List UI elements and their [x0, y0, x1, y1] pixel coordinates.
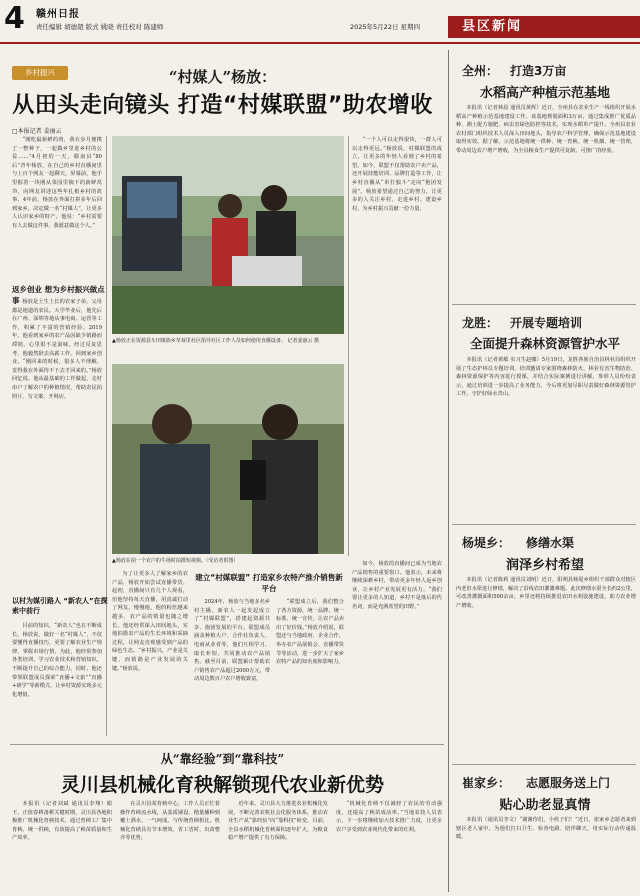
column-rule: [348, 136, 349, 556]
lead-photo-1: [112, 136, 344, 334]
bottom-kicker: 从“靠经验”到“靠科技”: [160, 752, 285, 766]
section-title: 县区新闻: [448, 16, 640, 38]
bottom-col3-text: 近年来，灵川县大力推进农业机械化发展，不断完善农机社会化服务体系，推动农业生产从“靠经验”向“靠科技”转变。目前，全县水稻机械化育秧面积逐年扩大，为粮食稳产增产提供了有力保障。: [228, 801, 328, 842]
bottom-col4-text: “机械化育秧不仅减轻了农民的劳动强度，还提高了秧苗成活率。”当地农技人员表示，下一步将继续加大技术推广力度，让更多农户享受到农业现代化带来的红利。: [336, 801, 442, 833]
side2-label: 龙胜：: [462, 316, 499, 330]
page-number: 4: [4, 1, 25, 36]
side4-title-line2: 贴心助老显真情: [499, 798, 591, 813]
column-rule: [106, 136, 107, 736]
side3-text: 本报讯（记者陈莉 通讯员刘明）近日，阳朔县杨堤乡组织干部群众对辖区内老旧水渠进行修缮，解决了沿线农田灌溉难题。此次修缮水渠全长约2公里，可改善灌溉面积500余亩。乡里还将持续推进农田水利设施建设，助力农业增产增收。: [456, 577, 636, 609]
lead-col7-text: “联盟成立后，我们整合了各方资源，统一品牌、统一标准、统一宣传，让农产品卖出了好价钱。”杨放介绍说，联盟还与当地政府、企业合作，举办农产品展销会、直播带货节等活动，进一步扩大了家乡农特产品的知名度和影响力。: [276, 599, 344, 666]
lead-col3-text: 2024年，杨放与当地多名乡村主播、新农人一起发起成立了“村媒联盟”，搭建起资源共享、抱团发展的平台。联盟成员涵盖种植大户、合作社负责人、电商从业者等，他们互相学习、取长补短，共同推动农产品销售。截至目前，联盟累计帮助农户销售农产品超过2000万元，带动周边数百户农户增收致富。: [194, 599, 270, 683]
lead-subhead-2: 以村为媒引路人 “新农人”在探索中前行: [12, 597, 108, 615]
side3-title-line1: 修缮水渠: [526, 536, 575, 550]
side3-label: 杨堤乡：: [462, 536, 511, 550]
lead-col6-text: 如今，杨放的直播间已成为当地农产品销售的重要窗口。他表示，未来将继续深耕乡村，带动更多年轻人返乡创业，让乡村产业发展更有活力。“我们要让更多的人知道，乡村不是落后的代名词，而是充满希望的田野。”: [352, 561, 442, 610]
side2-title-line2: 全面提升森林资源管护水平: [469, 336, 620, 351]
bottom-col1-text: 本报讯（记者刘斌 通讯员李翔）眼下，正值春耕备耕关键时期，灵川县各地积极推广机械化育秧技术，通过育秧工厂集中育秧、统一供秧，有效提高了秧苗质量和生产效率。: [12, 801, 112, 842]
lead-subhead-3: 建立“村媒联盟” 打造家乡农特产推介销售新平台: [195, 573, 343, 593]
lead-col1-text: “刚吃最新鲜的肉，我在步月便携了一整种子，一起做乡里进乡村的公益……”4月初的一天，赣南县“80后”青年杨放，在自己的乡村直播间里与上百个网友一起聊天。屏幕前，他手里握着一块刚从菜园里摘下的新鲜莴笋，向网友讲述这些年扎根乡村的故事。4年前，杨放在外面打拼多年后回到家乡，决定做一名“村媒人”，让更多人认识家乡的特产。他说：“乡村需要有人去做这件事，我愿意做这个人。”: [12, 137, 102, 229]
lead-kicker: “村媒人”杨放：: [168, 68, 277, 86]
side3-title-line2: 润泽乡村希望: [505, 558, 584, 573]
greenhouse-photo-illustration: [112, 136, 344, 334]
side1-label: 全州：: [462, 64, 499, 78]
lead-subhead-1: 返乡创业 想为乡村振兴做点事: [12, 285, 105, 305]
lead-col5-text: 目前的知识，“新农人”也在不断成长。杨放说，做好一名“村媒人”，不仅要懂得直播技巧，更要了解农业生产规律、掌握市场行情。为此，他经常参加各类培训，学习农业技术和营销知识，不断提升自己的综合能力。同时，他还带领联盟成员探索“直播+文旅”“直播+研学”等新模式，让乡村资源实现多元化增值。: [12, 623, 102, 698]
side4-text: 本报讯（通讯员李文）“谢谢你们，小伙子们！”近日，崔家乡志愿者来到辖区老人家中，为他们打扫卫生、检查电路、陪伴聊天，用实际行动传递温暖。: [456, 817, 636, 841]
farm-photo-illustration: [112, 364, 344, 554]
side1-title-line2: 水稻高产种植示范基地: [479, 86, 610, 101]
side1-text: 本报讯（记者林晨 通讯员黄辉）近日，全州县在农业生产一线组织开展水稻高产种植示范基地建设工作。该基地规划面积3万亩，通过集成推广优质品种、测土配方施肥、病虫害绿色防控等技术，实现水稻单产提升。全州县农业农村部门组织技术人员深入田间地头，指导农户科学管理，确保示范基地建设取得实效。据了解，示范基地将统一供种、统一育秧、统一机插、统一管理，带动周边农户增产增收，为全县粮食生产提供可复制、可推广的经验。: [456, 105, 636, 154]
lead-photo-2: [112, 364, 344, 554]
side2-text: 本报讯（记者黄敏 实习生赵娜）5月19日，龙胜各族自治县林业局组织开展了生态护林员专题培训。培训邀请专家围绕森林防火、林业有害生物防治、森林资源保护等内容进行授课，并结合实际案例进行讲解。参训人员纷纷表示，通过培训进一步提高了业务能力，今后将更加尽职尽责做好森林资源管护工作，守护好绿水青山。: [456, 357, 636, 398]
side1-title-line1: 打造3万亩: [510, 64, 567, 78]
side2-title-line1: 开展专题培训: [510, 316, 583, 330]
column-badge: 乡村振兴: [12, 66, 68, 80]
side-divider: [452, 524, 636, 525]
lead-col2-text: 为了让更多人了解家乡的农产品，杨放开始尝试直播带货。起初，直播间只有几个人观看，但他坚持每天直播，用真诚打动了网友。慢慢地，他的粉丝越来越多，农产品的销量也随之增长。他还经常深入田间地头，实地拍摄农产品的生长环境和采摘过程，让网友直观感受到产品的绿色生态。“乡村振兴，产业是关键，而销路是产业发展的关键。”杨放说。: [112, 571, 188, 672]
lead-headline: 从田头走向镜头 打造“村媒联盟”助农增收: [12, 93, 433, 118]
lead-photo-2-caption: ▲杨放在拍一个农户的牛场时拍摄短视频。（受访者供图）: [112, 558, 239, 564]
editor-credits: 责任编辑 胡德超 版式 姚晓 责任校对 陈建师: [36, 23, 164, 31]
side-divider: [452, 764, 636, 765]
lead-photo-1-caption: ▲杨放正在资源县车田镇族乡草莓里社区指导社区工作人员如何使用直播设备。 记者姜丽云 摄: [112, 338, 320, 344]
lead-col4-text: “一个人可以走得很快，一群人可以走得更远。”杨放说，村媒联盟的成立，让更多的年轻人看到了乡村的希望。如今，联盟不仅帮助农户卖产品，还开展技能培训、品牌打造等工作，让乡村直播从“单打独斗”走向“抱团发展”。杨放希望通过自己的努力，让更多的人关注乡村、走进乡村、建设乡村，为乡村振兴贡献一份力量。: [352, 137, 442, 212]
side4-label: 崔家乡：: [462, 776, 511, 790]
side4-title-line1: 志愿服务送上门: [526, 776, 611, 790]
bottom-col2-text: 在灵川县某育秧中心，工作人员正忙着操作育秧流水线，从基质铺设、精量播种到覆土洒水，一气呵成。与传统育秧相比，机械化育秧具有节本增效、省工省时、出苗整齐等优势。: [120, 801, 220, 842]
bottom-story-rule: [10, 744, 444, 745]
bottom-headline: 灵川县机械化育秧解锁现代农业新优势: [60, 774, 384, 796]
lead-col1b-text: 杨放是土生土长的农家子弟，父母都是地道的农民。大学毕业后，他先后在广州、深圳等地从事电商、运营等工作，积累了丰富的营销经验。2019年，他看到家乡的农产品因缺少销路而滞销，心里很不是滋味。经过反复思考，他毅然辞去高薪工作，回到家乡创业。“刚回来的时候，很多人不理解，觉得我在外面待不下去才回来的。”杨放回忆说。他从最基础的工作做起，走村串户了解农户的种植情况，帮助农民拍照片、写文案、开网店。: [12, 299, 102, 400]
right-column-rule: [448, 50, 449, 892]
header-rule: [0, 42, 640, 44]
lead-byline: □本报记者 姜丽云: [12, 128, 62, 135]
issue-date: 2025年5月22日 星期四: [350, 23, 421, 31]
paper-name: 赣州日报: [36, 9, 80, 20]
side-divider: [452, 304, 636, 305]
